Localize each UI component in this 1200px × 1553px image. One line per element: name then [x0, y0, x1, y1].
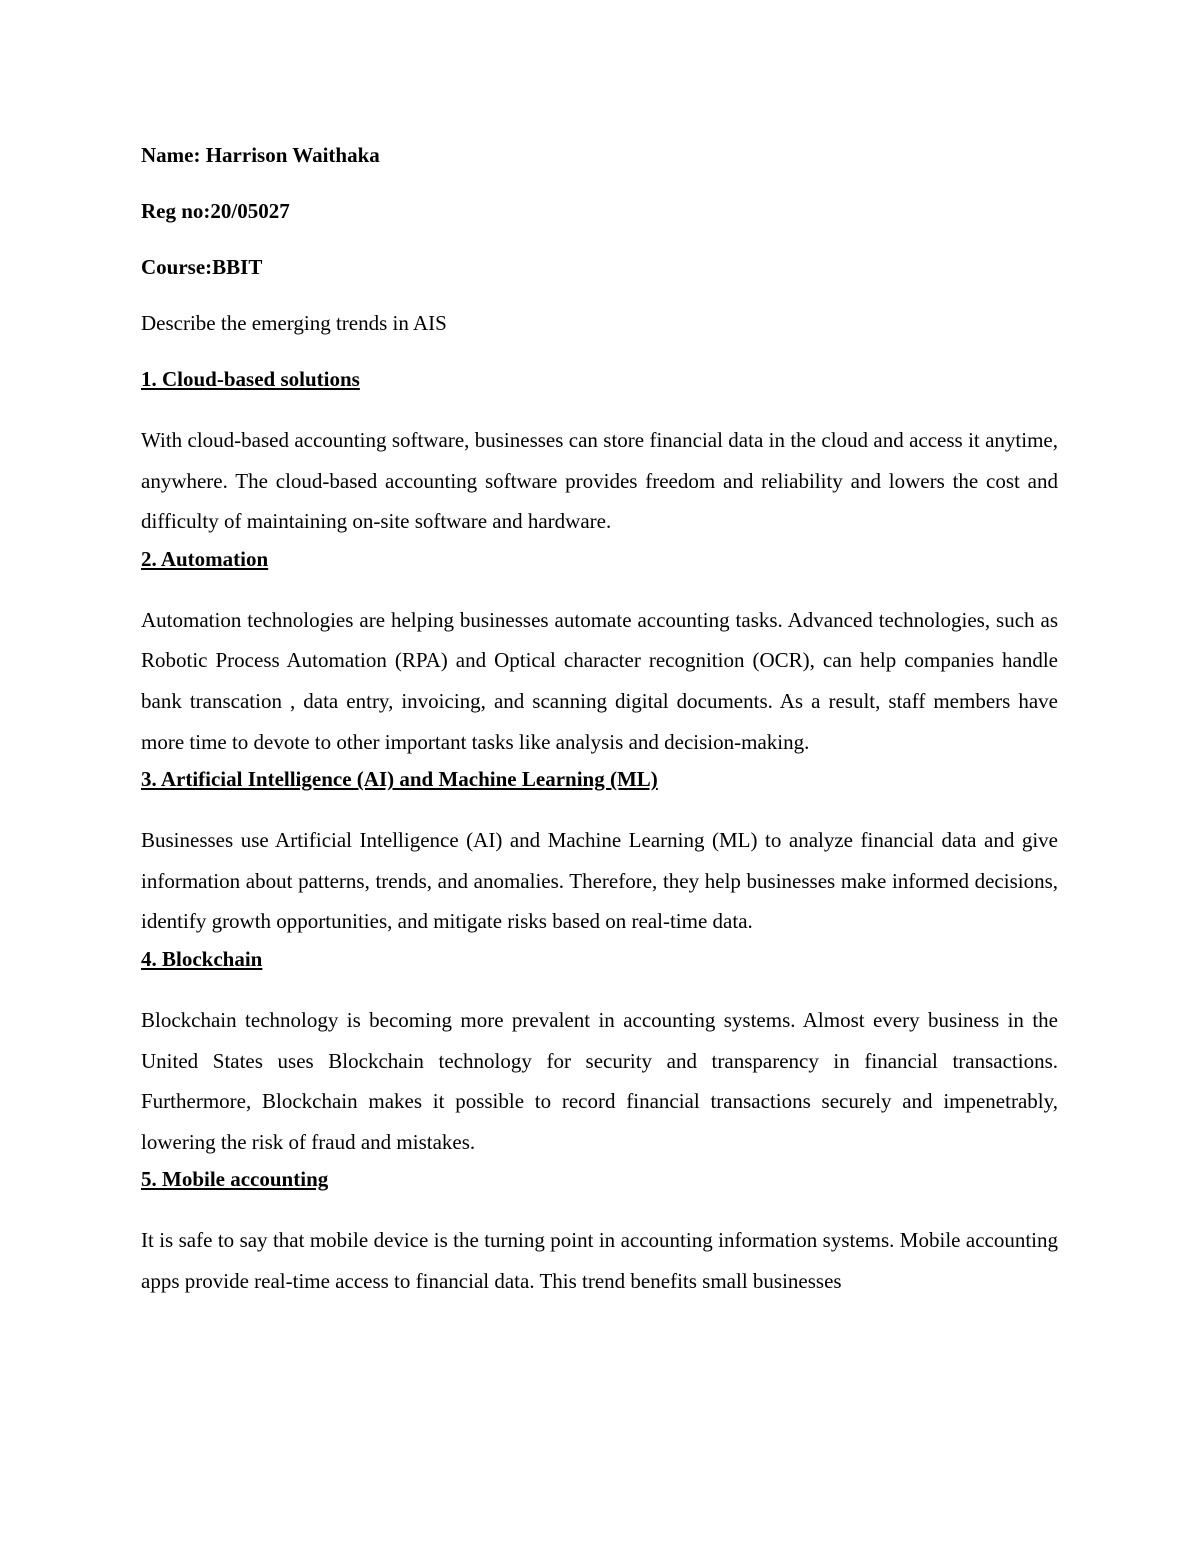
question-prompt: Describe the emerging trends in AIS	[141, 311, 447, 335]
document-content	[141, 140, 1058, 1302]
course: Course:BBIT	[141, 255, 263, 279]
section-heading-automation: 2. Automation	[141, 546, 269, 571]
section-heading-blockchain: 4. Blockchain	[141, 946, 263, 971]
section-heading-ai-ml: 3. Artificial Intelligence (AI) and Machine Learning (ML)	[141, 767, 658, 792]
section-heading-cloud: 1. Cloud-based solutions	[141, 367, 360, 391]
section-body-ai-ml: Businesses use Artificial Intelligence (AI) and Machine Learning (ML) to analyze financial data and give information about patterns, trends, and anomalies. Therefore, they help businesses make informed decisions, identify growth opportunities, and mitigate risks based on real-time data.	[141, 828, 1058, 934]
student-name: Name: Harrison Waithaka	[141, 143, 380, 167]
section-body-blockchain: Blockchain technology is becoming more prevalent in accounting systems. Almost every business in the United States uses Blockchain technology for security and transparency in financial transactions. Furthermore, Blockchain makes it possible to record financial transactions securely and impenetrably, lowering the risk of fraud and mistakes.	[141, 1007, 1058, 1154]
section-body-cloud: With cloud-based accounting software, businesses can store financial data in the cloud and access it anytime, anywhere. The cloud-based accounting software provides freedom and reliability and lowers the cost and difficulty of maintaining on-site software and hardware.	[141, 428, 1058, 534]
registration-number: Reg no:20/05027	[141, 199, 290, 223]
section-body-automation: Automation technologies are helping businesses automate accounting tasks. Advanced technologies, such as Robotic Process Automation (RPA) and Optical character recognition (OCR), can help companies handle bank transcation , data entry, invoicing, and scanning digital documents. As a result, staff members have more time to devote to other important tasks like analysis and decision-making.	[141, 607, 1058, 754]
section-body-mobile: It is safe to say that mobile device is the turning point in accounting information systems. Mobile accounting apps provide real-time access to financial data. This trend benefits small businesses	[141, 1228, 1058, 1293]
section-heading-mobile: 5. Mobile accounting	[141, 1167, 329, 1192]
